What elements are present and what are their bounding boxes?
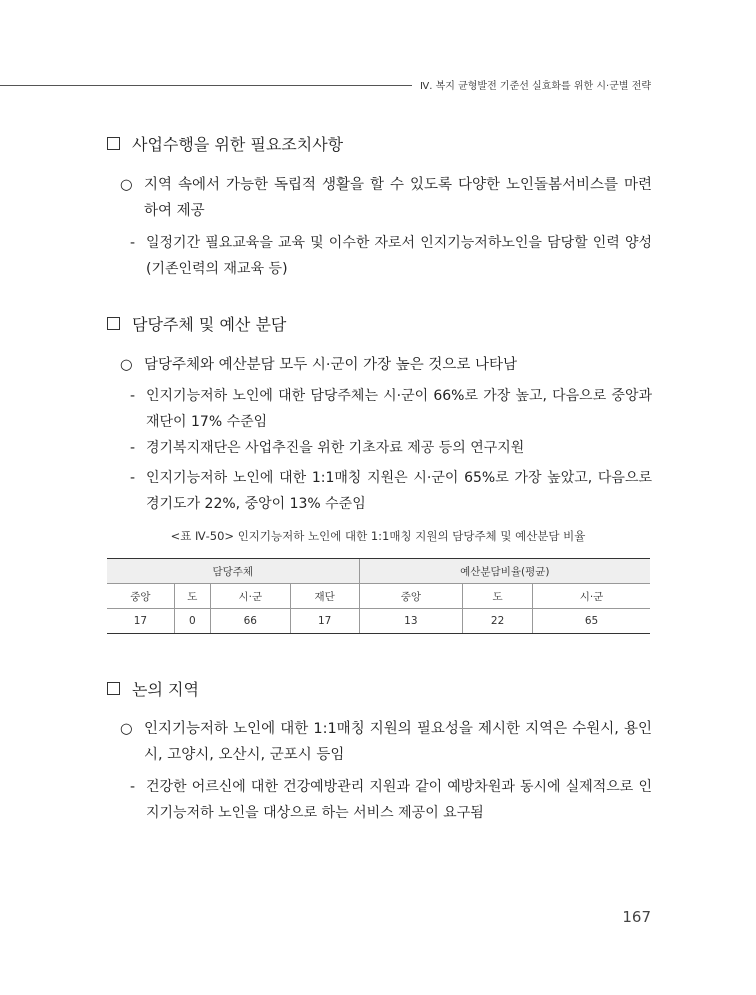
- bullet-item: [120, 172, 652, 224]
- column-header: 도: [463, 584, 533, 609]
- dash-marker: -: [130, 779, 136, 795]
- dash-item: [130, 383, 652, 435]
- circle-bullet-icon: ○: [120, 357, 133, 373]
- budget-table: [107, 558, 650, 634]
- dash-text: 경기복지재단은 사업추진을 위한 기초자료 제공 등의 연구지원: [146, 440, 525, 456]
- circle-bullet-icon: ○: [120, 177, 133, 193]
- column-header: 재단: [290, 584, 359, 609]
- dash-text: 일정기간 필요교육을 교육 및 이수한 자로서 인지기능저하노인을 담당할 인력 양성(기존인력의 재교육 등): [146, 235, 652, 277]
- bullet-text: 인지기능저하 노인에 대한 1:1매칭 지원의 필요성을 제시한 지역은 수원시, 용인시, 고양시, 오산시, 군포시 등임: [144, 721, 652, 763]
- circle-bullet-icon: ○: [120, 721, 133, 737]
- column-header: 중앙: [107, 584, 174, 609]
- bullet-item: [120, 352, 652, 378]
- dash-marker: -: [130, 470, 136, 486]
- bullet-item: [120, 716, 652, 768]
- dash-item: [130, 230, 652, 282]
- dash-item: [130, 465, 652, 517]
- header-rule: [0, 85, 412, 86]
- bullet-text: 담당주체와 예산분담 모두 시·군이 가장 높은 것으로 나타남: [144, 357, 518, 373]
- square-bullet-icon: [107, 317, 120, 330]
- table-cell: 17: [290, 609, 359, 634]
- dash-text: 인지기능저하 노인에 대한 1:1매칭 지원은 시·군이 65%로 가장 높았고, 다음으로 경기도가 22%, 중앙이 13% 수준임: [146, 470, 652, 512]
- dash-item: [130, 774, 652, 826]
- column-header: 시·군: [533, 584, 650, 609]
- square-bullet-icon: [107, 137, 120, 150]
- section-title: 사업수행을 위한 필요조치사항: [132, 135, 344, 154]
- table-caption: <표 Ⅳ-50> 인지기능저하 노인에 대한 1:1매칭 지원의 담당주체 및 예산분담 비율: [170, 529, 586, 543]
- table-cell: 66: [210, 609, 290, 634]
- bullet-text: 지역 속에서 가능한 독립적 생활을 할 수 있도록 다양한 노인돌봄서비스를 마련하여 제공: [144, 177, 652, 219]
- column-header: 중앙: [359, 584, 463, 609]
- table-cell: 0: [174, 609, 210, 634]
- table-cell: 13: [359, 609, 463, 634]
- dash-marker: -: [130, 388, 136, 404]
- column-header: 도: [174, 584, 210, 609]
- dash-text: 인지기능저하 노인에 대한 담당주체는 시·군이 66%로 가장 높고, 다음으로 중앙과 재단이 17% 수준임: [146, 388, 652, 430]
- group-header: 예산분담비율(평균): [359, 559, 650, 584]
- dash-text: 건강한 어르신에 대한 건강예방관리 지원과 같이 예방차원과 동시에 실제적으로 인지기능저하 노인을 대상으로 하는 서비스 제공이 요구됨: [146, 779, 652, 821]
- table-cell: 22: [463, 609, 533, 634]
- page-number: 167: [622, 908, 651, 926]
- running-header: Ⅳ. 복지 균형발전 기준선 실효화를 위한 시·군별 전략: [420, 81, 652, 92]
- group-header: 담당주체: [107, 559, 359, 584]
- column-header: 시·군: [210, 584, 290, 609]
- square-bullet-icon: [107, 682, 120, 695]
- section-heading-2: [107, 312, 286, 335]
- dash-marker: -: [130, 440, 136, 456]
- table-row: [107, 609, 650, 634]
- table-cell: 17: [107, 609, 174, 634]
- section-title: 논의 지역: [132, 680, 199, 699]
- dash-item: [130, 435, 652, 461]
- section-title: 담당주체 및 예산 분담: [132, 315, 287, 334]
- section-heading-3: [107, 677, 199, 700]
- dash-marker: -: [130, 235, 136, 251]
- table-cell: 65: [533, 609, 650, 634]
- section-heading-1: [107, 132, 343, 155]
